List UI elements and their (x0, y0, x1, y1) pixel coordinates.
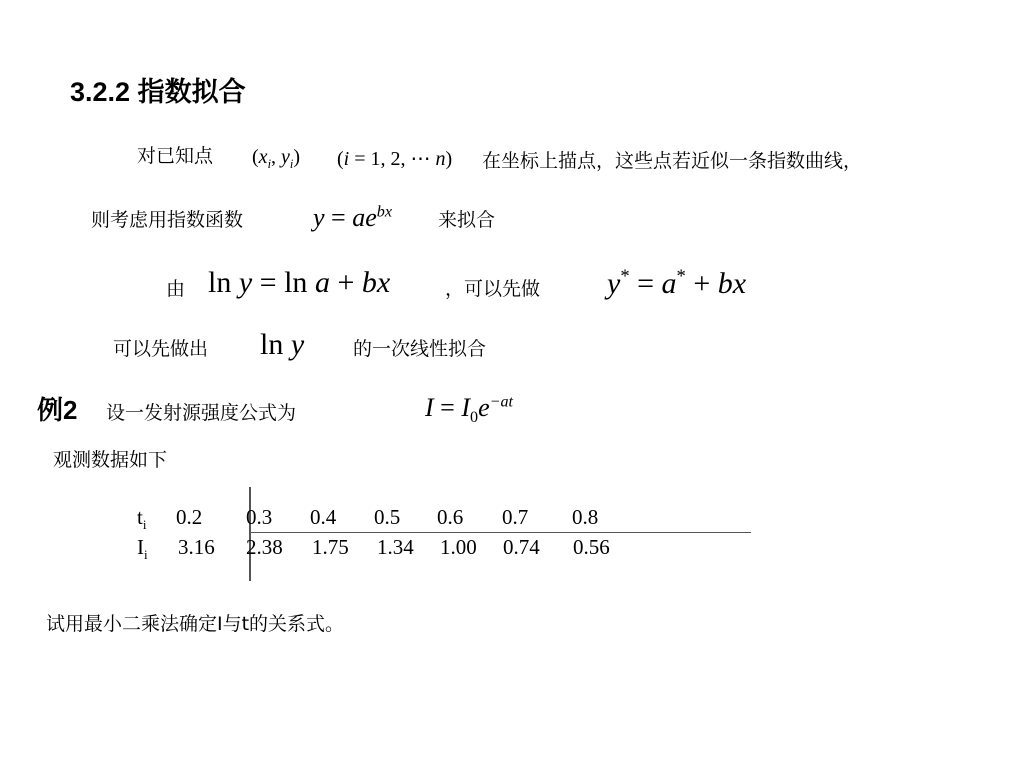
observe-text: 观测数据如下 (53, 449, 168, 471)
line1-suffix: 在坐标上描点，这些点若近似一条指数曲线， (482, 150, 863, 172)
t-value: 0.7 (502, 505, 529, 529)
line3-middle: ，可以先做 (445, 278, 541, 300)
line3-prefix: 由 (166, 278, 186, 300)
i-value: 1.75 (312, 535, 349, 559)
i-value: 3.16 (178, 535, 215, 559)
t-value: 0.6 (437, 505, 464, 529)
section-title-text: 指数拟合 (137, 77, 246, 108)
example-text: 设一发射源强度公式为 (106, 402, 297, 424)
table-horizontal-line (249, 532, 751, 533)
line4-suffix: 的一次线性拟合 (353, 338, 487, 360)
t-value: 0.2 (176, 505, 203, 529)
index-range-formula: (i = 1, 2, ⋯ n) (337, 148, 453, 170)
t-value: 0.8 (572, 505, 599, 529)
point-formula: ($x_i$, $y_i$) (252, 146, 301, 171)
section-number: 3.2.2 (70, 77, 131, 107)
i-value: 1.34 (377, 535, 414, 559)
section-title (70, 70, 246, 109)
log-formula: ln y = ln a + bx (208, 266, 391, 299)
row-label-i: $I_i$ (137, 535, 148, 563)
example-label-cjk: 例 (37, 396, 64, 426)
ln-y-formula: ln y (260, 328, 305, 361)
question-text: 试用最小二乘法确定I与t的关系式。 (46, 613, 345, 635)
i-value: 0.56 (573, 535, 610, 559)
table-vertical-line (249, 487, 251, 581)
t-value: 0.5 (374, 505, 401, 529)
linear-formula: y* = a* + bx (607, 266, 747, 300)
i-value: 2.38 (246, 535, 283, 559)
line2-suffix: 来拟合 (438, 209, 496, 231)
line4-prefix: 可以先做出 (113, 338, 209, 360)
example-label-num: 2 (63, 395, 78, 425)
i-value: 0.74 (503, 535, 540, 559)
line1-prefix: 对已知点 (137, 145, 214, 167)
line2-prefix: 则考虑用指数函数 (91, 209, 244, 231)
t-value: 0.4 (310, 505, 337, 529)
example-label (37, 390, 77, 427)
intensity-formula: $I = I_0e^{-at}$ (425, 393, 514, 427)
t-value: 0.3 (246, 505, 273, 529)
i-value: 1.00 (440, 535, 477, 559)
row-label-t: $t_i$ (137, 505, 147, 533)
exp-function-formula: $y = ae^{bx}$ (313, 203, 392, 232)
